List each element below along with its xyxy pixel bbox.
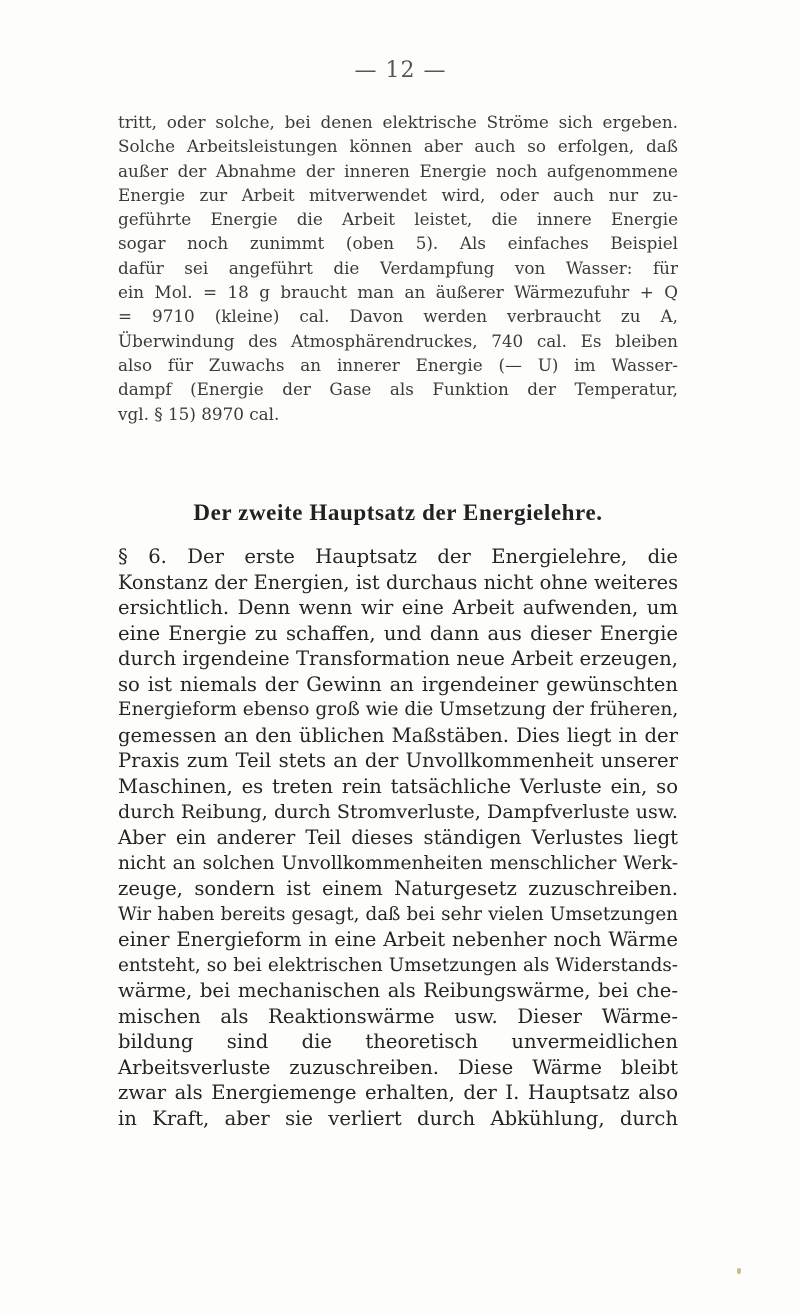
text-line: nicht an solchen Unvollkommenheiten menschlicher Werk- bbox=[118, 852, 678, 874]
text-line: vgl. § 15) 8970 cal. bbox=[118, 403, 280, 424]
text-line: sogar noch zunimmt (oben 5). Als einfaches Beispiel bbox=[118, 233, 678, 254]
text-line: eine Energie zu schaffen, und dann aus dieser Energie bbox=[118, 621, 678, 645]
text-line: dafür sei angeführt die Verdampfung von Wasser: für bbox=[118, 257, 678, 278]
text-line: Arbeitsverluste zuzuschreiben. Diese Wärme bleibt bbox=[118, 1055, 678, 1079]
text-line: Energie zur Arbeit mitverwendet wird, oder auch nur zu- bbox=[118, 184, 678, 205]
text-line: geführte Energie die Arbeit leistet, die innere Energie bbox=[118, 209, 678, 230]
paragraph-2 bbox=[118, 544, 678, 1132]
ink-speck bbox=[737, 1268, 741, 1274]
text-line: bildung sind die theoretisch unvermeidlichen bbox=[118, 1030, 678, 1054]
text-line: ersichtlich. Denn wenn wir eine Arbeit aufwenden, um bbox=[118, 596, 678, 620]
text-line: Solche Arbeitsleistungen können aber auch so erfolgen, daß bbox=[118, 136, 678, 157]
text-line: Praxis zum Teil stets an der Unvollkommenheit unserer bbox=[118, 749, 678, 773]
text-line: = 9710 (kleine) cal. Davon werden verbraucht zu A, bbox=[118, 306, 678, 327]
text-line: ein Mol. = 18 g braucht man an äußerer Wärmezufuhr + Q bbox=[118, 282, 678, 303]
text-line: tritt, oder solche, bei denen elektrische Ströme sich ergeben. bbox=[118, 112, 678, 132]
text-line: dampf (Energie der Gase als Funktion der Temperatur, bbox=[118, 379, 678, 400]
text-line: zwar als Energiemenge erhalten, der I. Hauptsatz also bbox=[118, 1081, 678, 1105]
text-line: Konstanz der Energien, ist durchaus nicht ohne weiteres bbox=[118, 570, 678, 594]
text-line: in Kraft, aber sie verliert durch Abkühlung, durch bbox=[118, 1107, 678, 1131]
text-line: Aber ein anderer Teil dieses ständigen Verlustes liegt bbox=[118, 826, 678, 850]
text-line: gemessen an den üblichen Maßstäben. Dies liegt in der bbox=[118, 723, 678, 747]
text-line: Energieform ebenso groß wie die Umsetzung der früheren, bbox=[118, 699, 679, 721]
text-line: durch irgendeine Transformation neue Arbeit erzeugen, bbox=[118, 647, 678, 671]
text-line: Maschinen, es treten rein tatsächliche Verluste ein, so bbox=[118, 774, 678, 798]
text-line: außer der Abnahme der inneren Energie noch aufgenommene bbox=[118, 160, 678, 181]
section-heading: Der zweite Hauptsatz der Energielehre. bbox=[193, 500, 603, 525]
text-line: durch Reibung, durch Stromverluste, Dampfverluste usw. bbox=[118, 800, 678, 824]
text-line: § 6. Der erste Hauptsatz der Energielehre, die bbox=[118, 545, 678, 568]
text-line: so ist niemals der Gewinn an irgendeiner gewünschten bbox=[118, 672, 678, 696]
text-line: zeuge, sondern ist einem Naturgesetz zuzuschreiben. bbox=[118, 877, 678, 901]
text-line: also für Zuwachs an innerer Energie (— U) im Wasser- bbox=[118, 354, 678, 375]
text-line: wärme, bei mechanischen als Reibungswärme, bei che- bbox=[118, 979, 678, 1003]
text-line: mischen als Reaktionswärme usw. Dieser Wärme- bbox=[118, 1004, 678, 1028]
text-line: Wir haben bereits gesagt, daß bei sehr vielen Umsetzungen bbox=[118, 903, 678, 925]
paragraph-1 bbox=[118, 110, 678, 426]
text-line: Überwindung des Atmosphärendruckes, 740 cal. Es bleiben bbox=[118, 330, 678, 351]
text-line: entsteht, so bei elektrischen Umsetzungen als Widerstands- bbox=[118, 954, 678, 976]
page-number: — 12 — bbox=[354, 58, 447, 83]
text-line: einer Energieform in eine Arbeit nebenher noch Wärme bbox=[118, 928, 678, 952]
